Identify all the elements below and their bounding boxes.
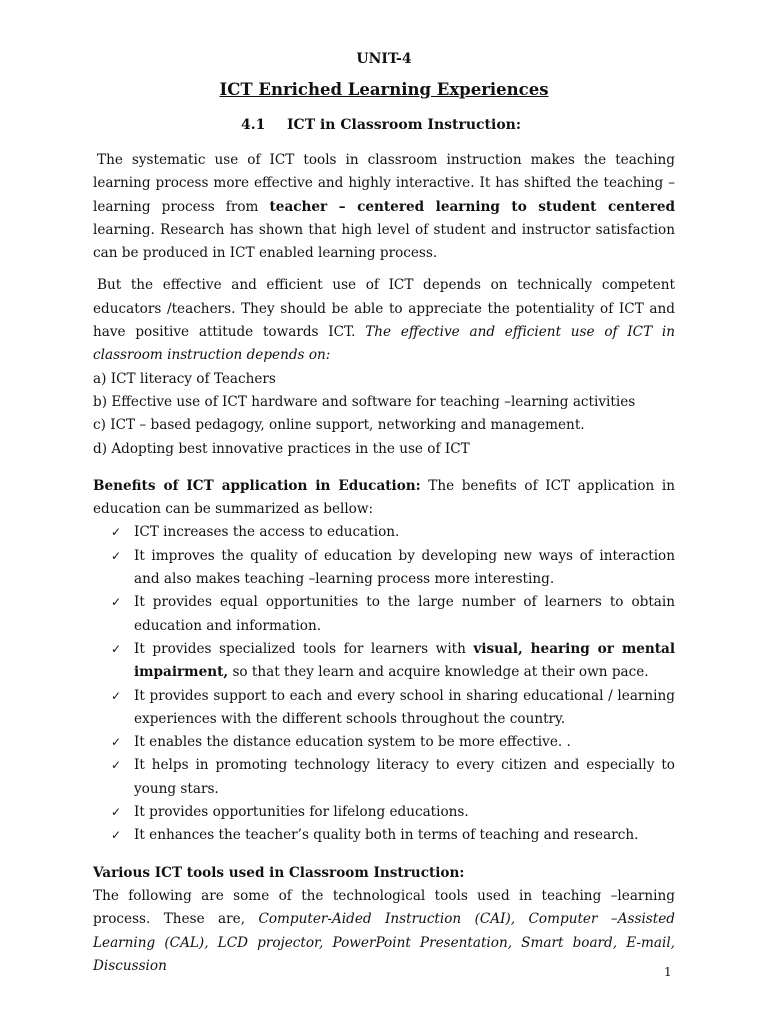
checkmark-icon: ✓ (111, 828, 122, 843)
benefits-intro: The benefits of ICT application in education can be summarized as bellow: (93, 477, 676, 518)
intro-text-a: The systematic use of ICT tools in classroom instruction makes the teaching learning process more effective and highly interactive. It has shifted the teaching – learning process from (93, 152, 675, 215)
benefits-paragraph (93, 475, 675, 522)
checkmark-icon: ✓ (111, 641, 122, 656)
checkmark-icon: ✓ (111, 688, 122, 703)
benefit-item: ✓ It improves the quality of education by developing new ways of interaction and also makes teaching –learning process more interesting. (93, 545, 675, 592)
benefit-item: ✓ It provides support to each and every school in sharing educational / learning experiences with the different schools throughout the country. (93, 685, 675, 732)
document-title (93, 78, 675, 102)
checkmark-icon: ✓ (111, 758, 122, 773)
title-text: ICT Enriched Learning Experiences (219, 80, 549, 99)
competence-paragraph (93, 274, 675, 367)
checkmark-icon: ✓ (111, 805, 122, 820)
benefit-item: ✓ It provides opportunities for lifelong educations. (93, 801, 675, 824)
checkmark-icon: ✓ (111, 735, 122, 750)
benefit-item: ✓ It helps in promoting technology literacy to every citizen and especially to young stars. (93, 754, 675, 801)
depends-item: d) Adopting best innovative practices in the use of ICT (93, 440, 470, 457)
depends-item: a) ICT literacy of Teachers (93, 370, 276, 387)
benefit-item: ✓ It enhances the teacher’s quality both in terms of teaching and research. (93, 824, 675, 847)
checkmark-icon: ✓ (111, 595, 122, 610)
benefits-list (93, 521, 675, 847)
checkmark-icon: ✓ (111, 548, 122, 563)
benefits-heading: Benefits of ICT application in Education: (93, 477, 421, 494)
benefit-item: ✓ ICT increases the access to education. (93, 521, 675, 544)
document-page (93, 48, 675, 978)
tools-paragraph (93, 885, 675, 978)
benefit-item: ✓ It enables the distance education system to be more effective. . (93, 731, 675, 754)
section-heading (93, 114, 675, 136)
benefit-item: ✓ It provides equal opportunities to the large number of learners to obtain education and information. (93, 591, 675, 638)
intro-text-b: learning. Research has shown that high level of student and instructor satisfaction can be produced in ICT enabled learning process. (93, 221, 675, 262)
depends-item: b) Effective use of ICT hardware and software for teaching –learning activities (93, 393, 636, 410)
page-number: 1 (664, 965, 672, 979)
competence-italic: The effective and efficient use of ICT in classroom instruction depends on: (93, 324, 675, 364)
intro-paragraph (93, 149, 675, 265)
section-number: 4.1 (241, 117, 266, 133)
depends-item: c) ICT – based pedagogy, online support, networking and management. (93, 417, 585, 434)
unit-label: UNIT-4 (356, 51, 412, 67)
depends-list (93, 368, 675, 461)
benefit-item: ✓ It provides specialized tools for learners with visual, hearing or mental impairment, so that they learn and acquire knowledge at their own pace. (93, 638, 675, 685)
competence-text: But the effective and efficient use of ICT depends on technically competent educators /teachers. They should be able to appreciate the potentiality of ICT and have positive attitude towards ICT. (93, 277, 675, 341)
intro-bold: teacher – centered learning to student centered (269, 198, 675, 215)
tools-text: The following are some of the technological tools used in teaching –learning process. These are, (93, 887, 675, 928)
tools-italic: Computer-Aided Instruction (CAI), Computer –Assisted Learning (CAL), LCD projector, PowerPoint Presentation, Smart board, E-mail, Discussion (93, 911, 675, 974)
section-title: ICT in Classroom Instruction: (287, 117, 522, 133)
tools-heading: Various ICT tools used in Classroom Instruction: (93, 864, 465, 881)
checkmark-icon: ✓ (111, 525, 122, 540)
